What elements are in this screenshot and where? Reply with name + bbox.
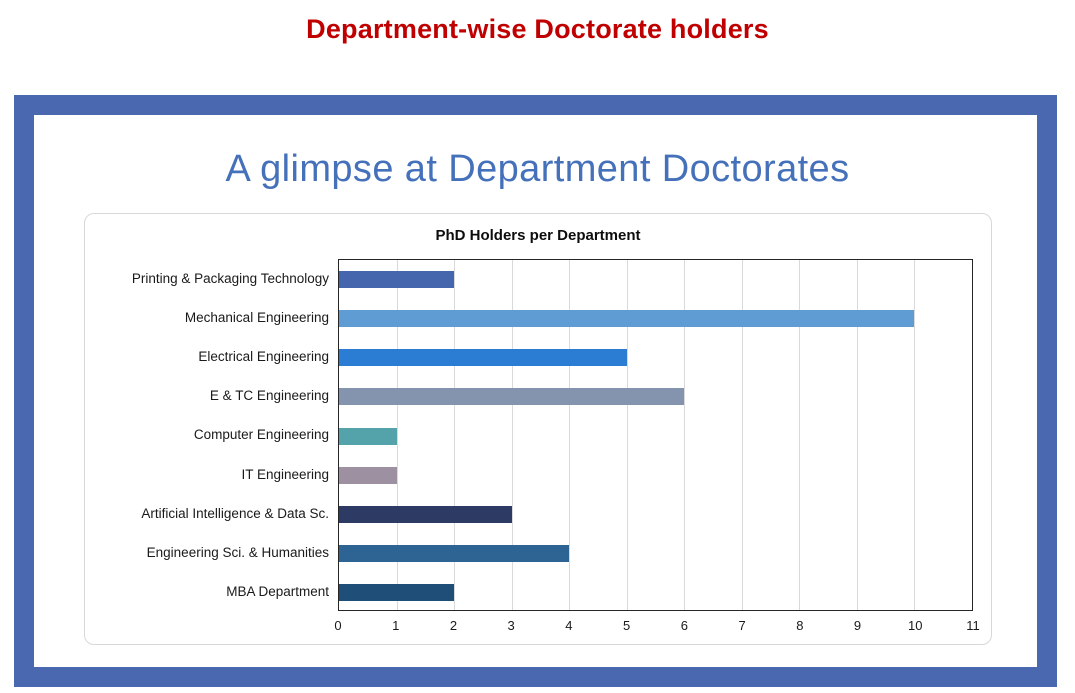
- category-label: IT Engineering: [241, 466, 329, 482]
- x-tick-label: 11: [966, 618, 980, 633]
- bar-electrical-engineering: [339, 349, 627, 366]
- x-tick-label: 6: [680, 618, 688, 633]
- x-tick-label: 3: [507, 618, 515, 633]
- bar-printing-packaging-technology: [339, 271, 454, 288]
- plot-area: [338, 259, 973, 611]
- category-label: Computer Engineering: [193, 427, 329, 443]
- bar-e-tc-engineering: [339, 388, 684, 405]
- gridline: [914, 260, 915, 610]
- x-tick-label: 5: [623, 618, 631, 633]
- category-label: Artificial Intelligence & Data Sc.: [141, 505, 329, 521]
- x-tick-label: 2: [449, 618, 458, 633]
- bar-mba-department: [339, 584, 454, 601]
- x-tick-label: 7: [738, 618, 746, 633]
- category-label: Engineering Sci. & Humanities: [146, 544, 329, 560]
- bar-it-engineering: [339, 467, 397, 484]
- category-label: MBA Department: [226, 583, 329, 599]
- x-tick-label: 1: [392, 618, 400, 633]
- bar-engineering-sci-humanities: [339, 545, 569, 562]
- x-tick-label: 9: [853, 618, 862, 633]
- category-label: Printing & Packaging Technology: [131, 271, 329, 287]
- x-tick-label: 10: [908, 618, 923, 633]
- page-title: Department-wise Doctorate holders: [306, 14, 769, 44]
- category-axis: [91, 259, 329, 611]
- category-label: E & TC Engineering: [209, 388, 329, 404]
- category-label: Electrical Engineering: [198, 349, 329, 365]
- category-label: Mechanical Engineering: [184, 310, 329, 326]
- bar-computer-engineering: [339, 428, 397, 445]
- chart-title: PhD Holders per Department: [435, 227, 641, 244]
- x-tick-label: 4: [565, 618, 573, 633]
- slide-heading: A glimpse at Department Doctorates: [225, 148, 850, 190]
- value-axis: [334, 618, 980, 638]
- chart-panel: [84, 213, 992, 645]
- x-tick-label: 0: [334, 618, 342, 633]
- bar-mechanical-engineering: [339, 310, 914, 327]
- x-tick-label: 8: [796, 618, 804, 633]
- bar-artificial-intelligence-data-sc: [339, 506, 512, 523]
